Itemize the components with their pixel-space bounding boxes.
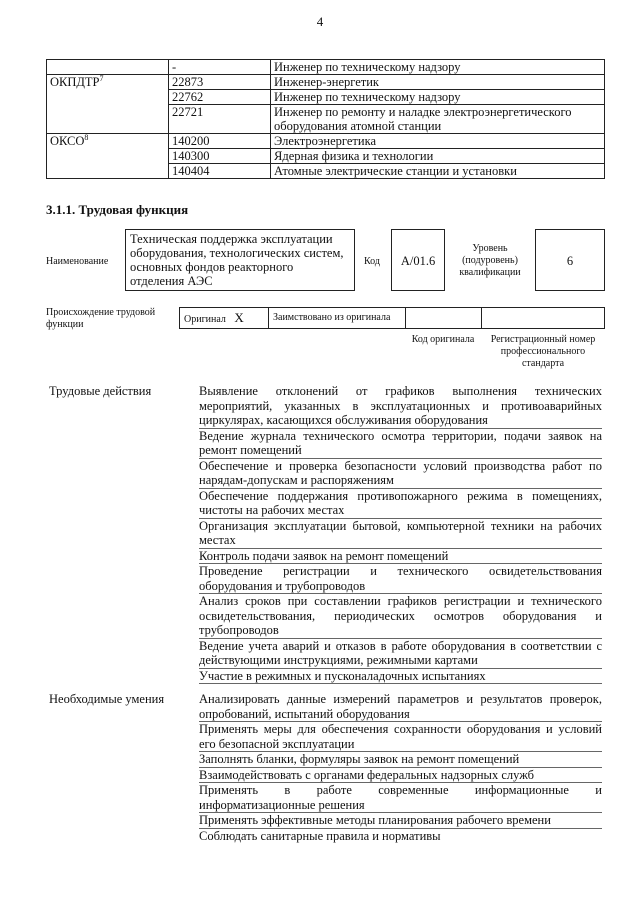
list-item: Анализировать данные измерений параметров и результатов проверок, опробований, испытаний оборудования xyxy=(199,692,602,721)
classifier-name: ОКСО$^8$ xyxy=(47,134,169,179)
function-code: А/01.6 xyxy=(391,229,445,291)
classifier-code: 140300 xyxy=(169,149,271,164)
list-item: Заполнять бланки, формуляры заявок на ремонт помещений xyxy=(199,752,602,768)
classifier-name xyxy=(47,60,169,75)
list-item: Проведение регистрации и технического освидетельствования оборудования и трубопроводов xyxy=(199,564,602,593)
list-item: Выявление отклонений от графиков выполнения технических мероприятий, указанных в эксплуатационных и противоаварийных циркулярах, касающихся обслуживания оборудования xyxy=(199,384,602,427)
list-item: Применять в работе современные информационные и информатизационные решения xyxy=(199,783,602,812)
origin-code-cell xyxy=(406,308,482,328)
original-label: Оригинал xyxy=(184,314,226,325)
list-item: Контроль подачи заявок на ремонт помещений xyxy=(199,549,602,565)
skills-label: Необходимые умения xyxy=(49,692,165,706)
code-label: Код xyxy=(364,256,380,267)
classifier-title: Инженер-энергетик xyxy=(271,75,605,90)
list-item: Ведение учета аварий и отказов в работе оборудования в соответствии с действующими инструкциями, режимными картами xyxy=(199,638,602,667)
classifier-code: 140200 xyxy=(169,134,271,149)
list-item: Анализ сроков при составлении графиков регистрации и технического освидетельствования, периодических осмотров оборудования и трубопроводов xyxy=(199,594,602,637)
classifier-code: - xyxy=(169,60,271,75)
table-row xyxy=(47,75,605,90)
origin-regnum-cell xyxy=(482,308,604,328)
section-title: 3.1.1. Трудовая функция xyxy=(46,202,189,217)
name-label: Наименование xyxy=(46,256,109,267)
classifier-table xyxy=(46,59,605,179)
list-item: Применять меры для обеспечения сохранности оборудования и условий его безопасной эксплуатации xyxy=(199,722,602,751)
list-item: Применять эффективные методы планирования рабочего времени xyxy=(199,813,602,829)
regnum-caption: Регистрационный номер профессионального стандарта xyxy=(490,334,596,369)
function-name: Техническая поддержка эксплуатации оборудования, технологических систем, основных фондов реакторного отделения АЭС xyxy=(125,229,355,291)
classifier-title: Ядерная физика и технологии xyxy=(271,149,605,164)
classifier-title: Инженер по техническому надзору xyxy=(271,90,605,105)
list-item: Соблюдать санитарные правила и нормативы xyxy=(199,828,441,843)
page-number: 4 xyxy=(316,14,324,29)
code-caption: Код оригинала xyxy=(411,334,475,345)
classifier-title: Инженер по техническому надзору xyxy=(271,60,605,75)
origin-table xyxy=(179,307,605,329)
list-item: Взаимодействовать с органами федеральных надзорных служб xyxy=(199,768,602,784)
classifier-code: 22762 xyxy=(169,90,271,105)
footnote-mark: 8 xyxy=(84,132,89,142)
origin-original-cell xyxy=(180,308,269,328)
classifier-title: Атомные электрические станции и установки xyxy=(271,164,605,179)
list-item: Участие в режимных и пусконаладочных испытаниях xyxy=(199,669,602,685)
skills-list xyxy=(199,692,602,843)
table-row xyxy=(47,134,605,149)
original-mark: X xyxy=(234,310,244,325)
list-item: Обеспечение и проверка безопасности условий производства работ по нарядам-допускам и распоряжениям xyxy=(199,458,602,487)
qualification-level: 6 xyxy=(535,229,605,291)
classifier-code: 22873 xyxy=(169,75,271,90)
classifier-title: Электроэнергетика xyxy=(271,134,605,149)
classifier-code: 140404 xyxy=(169,164,271,179)
list-item: Ведение журнала технического осмотра территории, подачи заявок на ремонт помещений xyxy=(199,428,602,457)
classifier-title: Инженер по ремонту и наладке электроэнергетического оборудования атомной станции xyxy=(271,105,605,134)
footnote-mark: 7 xyxy=(99,73,104,83)
borrowed-label: Заимствовано из оригинала xyxy=(269,308,406,328)
classifier-name: ОКПДТР$^7$ xyxy=(47,75,169,134)
level-label: Уровень (подуровень) квалификации xyxy=(459,243,521,278)
list-item: Организация эксплуатации бытовой, компьютерной техники на рабочих местах xyxy=(199,518,602,547)
classifier-code: 22721 xyxy=(169,105,271,134)
labor-actions-label: Трудовые действия xyxy=(49,384,152,398)
origin-label: Происхождение трудовой функции xyxy=(46,307,156,330)
labor-actions-list xyxy=(199,384,602,684)
table-row xyxy=(47,60,605,75)
list-item: Обеспечение поддержания противопожарного режима в помещениях, чистоты на рабочих местах xyxy=(199,488,602,517)
